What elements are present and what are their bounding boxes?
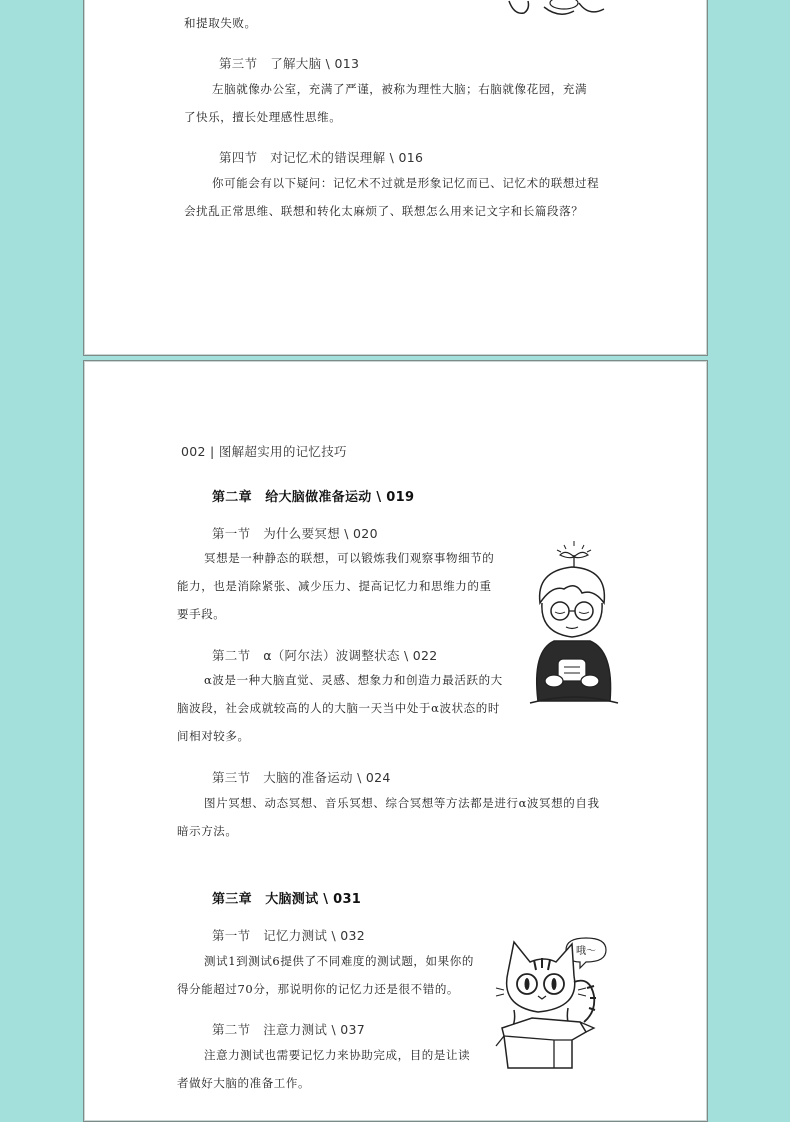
paragraph-line: 图片冥想、动态冥想、音乐冥想、综合冥想等方法都是进行α波冥想的自我 [204, 796, 600, 810]
meditating-boy-illustration [524, 541, 624, 706]
section-title: 第三节 了解大脑 \ 013 [219, 56, 360, 71]
paragraph-line: 脑波段，社会成就较高的人的大脑一天当中处于α波状态的时 [177, 701, 500, 715]
paragraph-line: 了快乐，擅长处理感性思维。 [184, 110, 342, 124]
paragraph-line: 暗示方法。 [177, 824, 238, 838]
paragraph-line: 得分能超过70分，那说明你的记忆力还是很不错的。 [177, 982, 460, 996]
paragraph-line: 你可能会有以下疑问：记忆术不过就是形象记忆而已、记忆术的联想过程 [212, 176, 600, 190]
section-title: 第四节 对记忆术的错误理解 \ 016 [219, 150, 424, 165]
running-header: 002 | 图解超实用的记忆技巧 [181, 444, 347, 459]
paragraph-line: 间相对较多。 [177, 729, 250, 743]
cat-in-box-illustration [494, 936, 609, 1071]
book-page-bottom [83, 360, 708, 1122]
chapter-title: 第二章 给大脑做准备运动 \ 019 [212, 490, 415, 505]
paragraph-line: 者做好大脑的准备工作。 [177, 1076, 311, 1090]
section-title: 第一节 为什么要冥想 \ 020 [212, 526, 378, 541]
paragraph-line: 左脑就像办公室，充满了严谨，被称为理性大脑；右脑就像花园，充满 [212, 82, 588, 96]
paragraph-line: 和提取失败。 [184, 16, 257, 30]
section-title: 第三节 大脑的准备运动 \ 024 [212, 770, 391, 785]
chapter-title: 第三章 大脑测试 \ 031 [212, 892, 362, 907]
section-title: 第一节 记忆力测试 \ 032 [212, 928, 366, 943]
paragraph-line: α波是一种大脑直觉、灵感、想象力和创造力最活跃的大 [204, 673, 503, 687]
paragraph-line: 测试1到测试6提供了不同难度的测试题，如果你的 [204, 954, 474, 968]
book-page-top [83, 0, 708, 356]
paragraph-line: 注意力测试也需要记忆力来协助完成，目的是让读 [204, 1048, 471, 1062]
paragraph-line: 会扰乱正常思维、联想和转化太麻烦了、联想怎么用来记文字和长篇段落？ [184, 204, 584, 218]
paragraph-line: 冥想是一种静态的联想，可以锻炼我们观察事物细节的 [204, 551, 495, 565]
doodle-illustration [504, 0, 614, 21]
section-title: 第二节 注意力测试 \ 037 [212, 1022, 366, 1037]
speech-bubble-text: 哦～ [576, 946, 596, 957]
section-title: 第二节 α（阿尔法）波调整状态 \ 022 [212, 648, 438, 663]
paragraph-line: 要手段。 [177, 607, 226, 621]
paragraph-line: 能力，也是消除紧张、减少压力、提高记忆力和思维力的重 [177, 579, 492, 593]
